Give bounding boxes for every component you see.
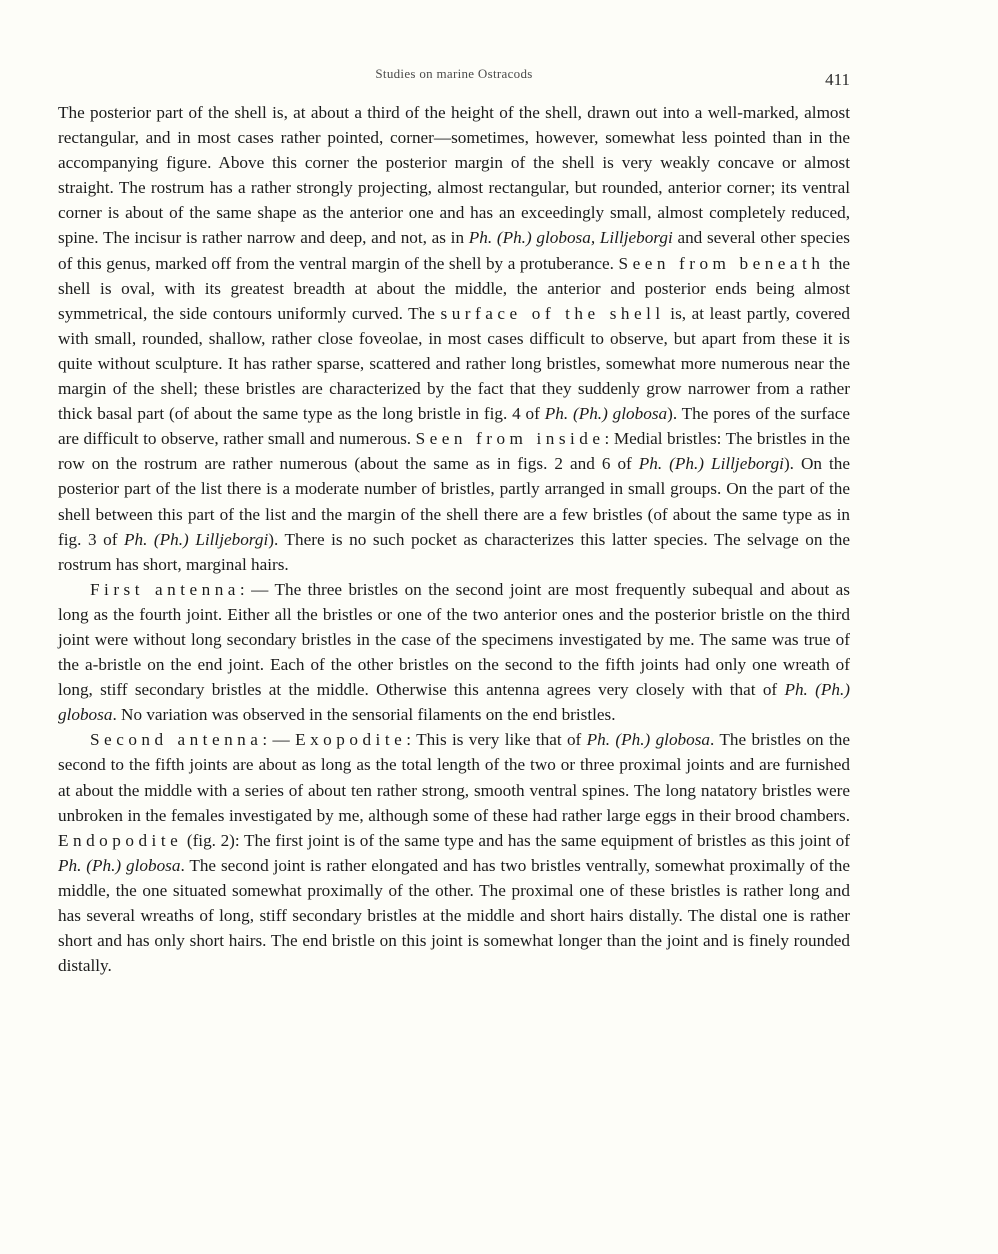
taxon-name: Ph. (Ph.) Lilljeborgi: [123, 529, 269, 549]
taxon-name: Ph. (Ph.) globosa: [58, 680, 850, 725]
taxon-name: Ph. (Ph.) globosa, Lilljeborgi: [468, 228, 673, 248]
page-header: [58, 66, 850, 96]
taxon-name: Ph. (Ph.) Lilljeborgi: [638, 454, 784, 474]
taxon-name: Ph. (Ph.) globosa: [586, 730, 711, 750]
taxon-name: Ph. (Ph.) globosa: [58, 855, 181, 875]
paragraph-second-antenna: Second antenna: — Exopodite: This is very like that of Ph. (Ph.) globosa. The bristles on the second to the fifth joints are about as long as the total length of the two or three proximal joints and are furnished at about the middle with a series of about ten rather strong, smooth ventral spines. The long natatory bristles were unbroken in the females investigated by me, although some of these had rather large eggs in their brood chambers. Endopodite (fig. 2): The first joint is of the same type and has the same equipment of bristles as this joint of Ph. (Ph.) globosa. The second joint is rather elongated and has two bristles ventrally, somewhat proximally of the middle, the one situated somewhat proximally of the other. The proximal one of these bristles is rather long and has several wreaths of long, stiff secondary bristles at the middle and short hairs distally. The distal one is rather short and has only short hairs. The end bristle on this joint is somewhat longer than the joint and is finely rounded distally.: [58, 730, 850, 976]
section-heading-second-antenna: Second antenna: [90, 730, 263, 750]
spaced-heading: Seen from beneath: [618, 253, 825, 273]
spaced-heading: Seen from inside: [415, 429, 605, 449]
spaced-heading-exopodite: Exopodite: [295, 730, 407, 750]
body-text: [58, 100, 850, 978]
paragraph-shell: The posterior part of the shell is, at about a third of the height of the shell, drawn out into a well-marked, almost rectangular, and in most cases rather pointed, corner—sometimes, however, somewhat less pointed than in the accompanying figure. Above this corner the posterior margin of the shell is very weakly concave or almost straight. The rostrum has a rather strongly projecting, almost rectangular, but rounded, anterior corner; its ventral corner is about of the same shape as the anterior one and has an exceedingly small, almost completely reduced, spine. The incisur is rather narrow and deep, and not, as in Ph. (Ph.) globosa, Lilljeborgi and several other species of this genus, marked off from the ventral margin of the shell by a protuberance. Seen from beneath the shell is oval, with its greatest breadth at about the middle, the anterior and posterior ends being almost symmetrical, the side contours uniformly curved. The surface of the shell is, at least partly, covered with small, rounded, shallow, rather close foveolae, in most cases difficult to observe, but apart from these it is quite without sculpture. It has rather sparse, scattered and rather long bristles, somewhat more numerous near the margin of the shell; these bristles are characterized by the fact that they suddenly grow narrower from a rather thick basal part (of about the same type as the long bristle in fig. 4 of Ph. (Ph.) globosa). The pores of the surface are difficult to observe, rather small and numerous. Seen from inside: Medial bristles: The bristles in the row on the rostrum are rather numerous (about the same as in figs. 2 and 6 of Ph. (Ph.) Lilljeborgi). On the posterior part of the list there is a moderate number of bristles, partly arranged in small groups. On the part of the shell between this part of the list and the margin of the shell there are a few bristles (of about the same type as in fig. 3 of Ph. (Ph.) Lilljeborgi). There is no such pocket as characterizes this latter species. The selvage on the rostrum has short, marginal hairs.: [58, 103, 851, 574]
section-heading-first-antenna: First antenna: [90, 579, 240, 599]
spaced-heading-endopodite: Endopodite: [58, 830, 183, 850]
running-head: Studies on marine Ostracods: [375, 66, 533, 81]
spaced-heading: surface of the shell: [440, 303, 665, 323]
paragraph-first-antenna: First antenna: — The three bristles on the second joint are most frequently subequal and about as long as the fourth joint. Either all the bristles or one of the two anterior ones and the posterior bristle on the third joint were without long secondary bristles in the case of the specimens investigated by me. The same was true of the a-bristle on the end joint. Each of the other bristles on the second to the fifth joints had only one wreath of long, stiff secondary bristles at the middle. Otherwise this antenna agrees very closely with that of Ph. (Ph.) globosa. No variation was observed in the sensorial filaments on the end bristles.: [58, 579, 850, 725]
page: [58, 66, 850, 978]
taxon-name: Ph. (Ph.) globosa: [544, 404, 668, 424]
page-number: 411: [825, 70, 850, 89]
